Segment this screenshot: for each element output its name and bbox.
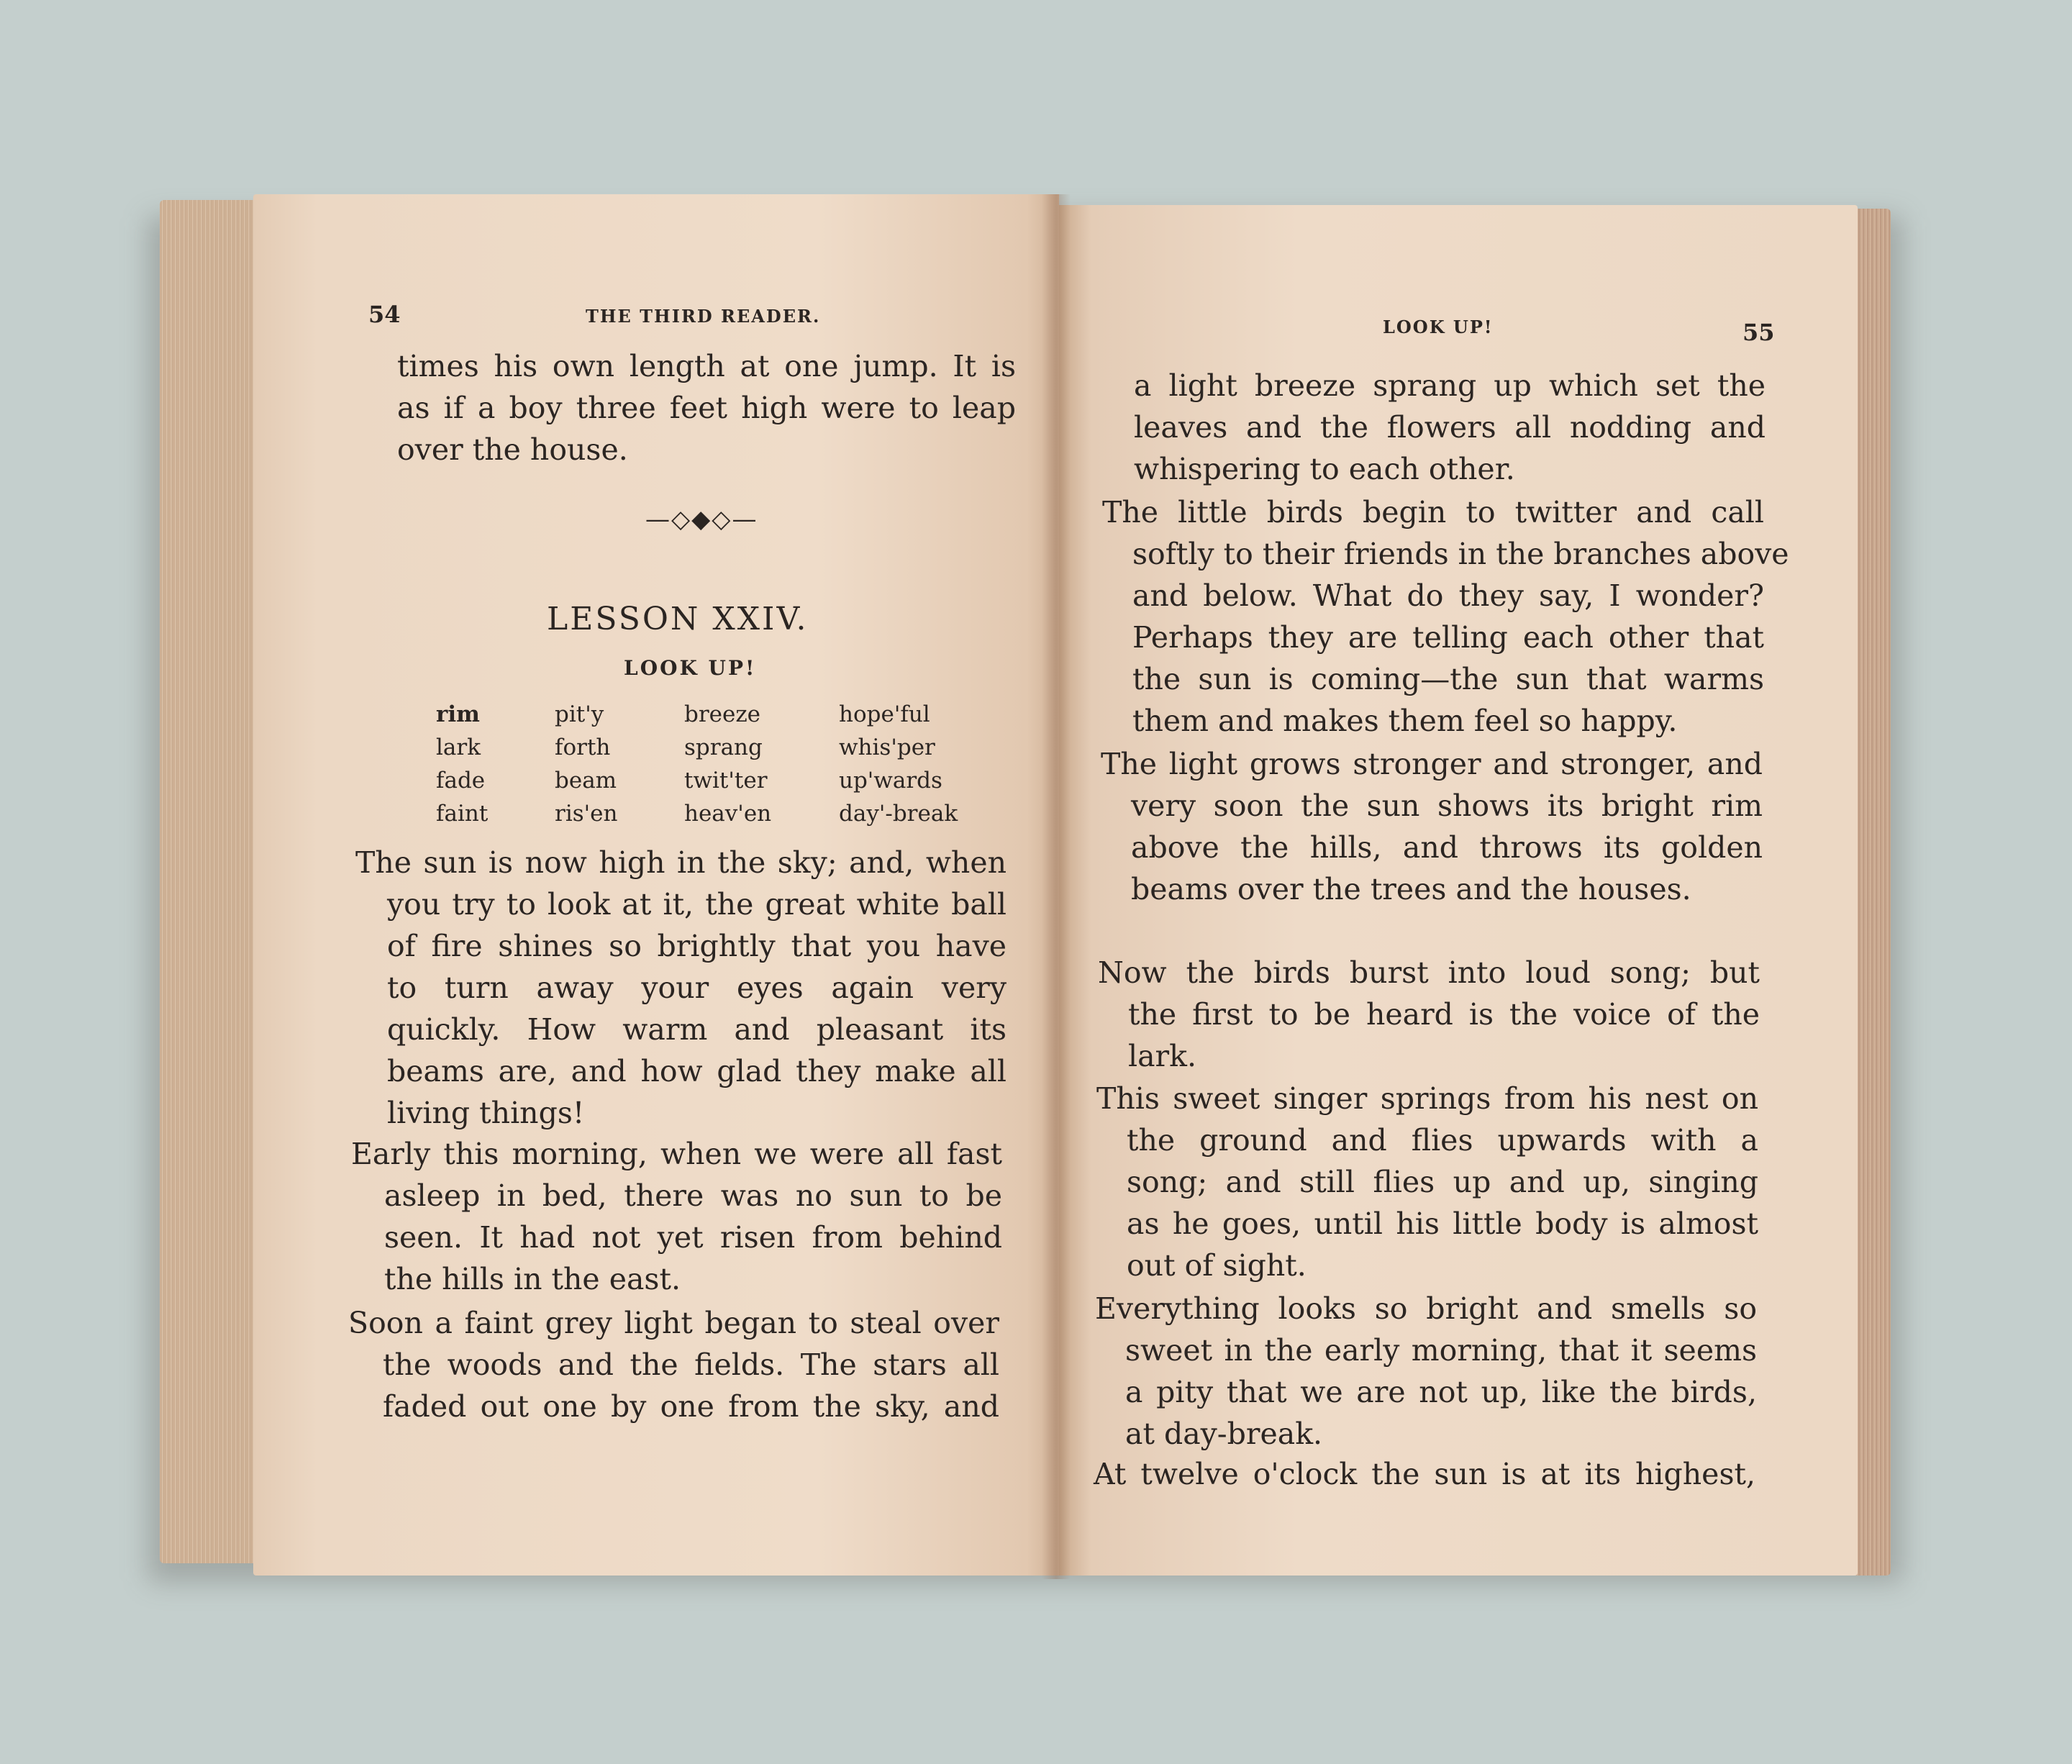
paragraph-grey-light [348, 1302, 999, 1427]
paragraph-everything-bright [1095, 1288, 1757, 1455]
text-line: out of sight. [1127, 1248, 1307, 1283]
vocab-word: breeze [684, 701, 761, 727]
text-line: The little birds begin to twitter and call [1102, 495, 1764, 529]
text-line: whispering to each other. [1134, 452, 1515, 486]
vocab-column-1 [436, 698, 488, 830]
left-running-head: THE THIRD READER. [586, 306, 821, 327]
text-line: song; and still flies up and up, singing [1127, 1165, 1758, 1199]
text-line: a light breeze sprang up which set the [1134, 368, 1766, 403]
text-line: softly to their friends in the branches above [1132, 537, 1789, 571]
vocab-word: day'-break [839, 801, 958, 827]
paragraph-little-birds [1102, 491, 1789, 742]
text-line: very soon the sun shows its bright rim [1131, 788, 1763, 823]
right-page [1059, 205, 1858, 1576]
text-line: beams are, and how glad they make all [387, 1054, 1007, 1088]
right-page-number: 55 [1742, 319, 1775, 346]
paragraph-breeze [1104, 365, 1766, 490]
text-line: living things! [387, 1096, 585, 1130]
paragraph-sweet-singer [1096, 1078, 1758, 1286]
vocab-word: up'wards [839, 768, 942, 794]
paragraph-twelve-oclock [1094, 1453, 1755, 1495]
book-gutter [1042, 194, 1071, 1579]
text-line: seen. It had not yet risen from behind [384, 1220, 1002, 1255]
text-line: over the house. [397, 432, 628, 467]
paragraph-birds-burst [1098, 952, 1760, 1077]
text-line: The light grows stronger and stronger, and [1101, 747, 1763, 781]
vocab-column-2 [555, 698, 617, 830]
text-line: faded out one by one from the sky, and [383, 1389, 999, 1424]
text-line: the hills in the east. [384, 1262, 681, 1296]
text-line: the sun is coming—the sun that warms [1132, 662, 1764, 696]
text-line: Everything looks so bright and smells so [1095, 1291, 1757, 1326]
text-line: a pity that we are not up, like the birds, [1125, 1375, 1757, 1409]
text-line: the woods and the fields. The stars all [383, 1347, 999, 1382]
text-line: This sweet singer springs from his nest on [1096, 1081, 1758, 1116]
text-line: Now the birds burst into loud song; but [1098, 955, 1760, 990]
left-page-number: 54 [368, 301, 401, 328]
text-line: at day-break. [1125, 1417, 1323, 1451]
text-line: The sun is now high in the sky; and, when [355, 845, 1007, 880]
text-line: asleep in bed, there was no sun to be [384, 1178, 1002, 1213]
vocab-word: rim [436, 701, 480, 727]
text-line: quickly. How warm and pleasant its [387, 1012, 1007, 1047]
vocab-column-4 [839, 698, 958, 830]
paragraph-early-morning [351, 1133, 1002, 1300]
text-line: the ground and flies upwards with a [1127, 1123, 1758, 1158]
vocab-word: faint [436, 801, 489, 827]
lesson-title: LESSON XXIV. [547, 601, 809, 637]
text-line: as he goes, until his little body is almost [1127, 1206, 1758, 1241]
text-line: the first to be heard is the voice of the [1128, 997, 1760, 1032]
text-line: times his own length at one jump. It is [397, 349, 1016, 383]
text-line: to turn away your eyes again very [387, 970, 1007, 1005]
left-page-edges [160, 200, 264, 1563]
opening-paragraph [397, 345, 1016, 470]
text-line: Perhaps they are telling each other that [1132, 620, 1764, 655]
text-line: above the hills, and throws its golden [1131, 830, 1763, 865]
vocab-word: twit'ter [684, 768, 768, 794]
text-line: leaves and the flowers all nodding and [1134, 410, 1766, 445]
text-line: lark. [1128, 1039, 1197, 1073]
text-line: as if a boy three feet high were to leap [397, 391, 1016, 425]
left-page [253, 194, 1059, 1576]
text-line: sweet in the early morning, that it seems [1125, 1333, 1757, 1368]
section-ornament: —◇◆◇— [645, 505, 758, 534]
vocab-word: fade [436, 768, 486, 794]
text-line: you try to look at it, the great white ball [387, 887, 1007, 922]
text-line: Early this morning, when we were all fast [351, 1137, 1002, 1171]
text-line: At twelve o'clock the sun is at its highest, [1094, 1457, 1755, 1491]
vocab-word: sprang [684, 735, 763, 760]
text-line: them and makes them feel so happy. [1132, 704, 1678, 738]
lesson-subtitle: LOOK UP! [624, 656, 757, 680]
vocab-word: pit'y [555, 701, 604, 727]
vocab-word: hope'ful [839, 701, 930, 727]
vocab-word: lark [436, 735, 481, 760]
paragraph-sun-high [355, 842, 1007, 1134]
text-line: Soon a faint grey light began to steal over [348, 1306, 999, 1340]
paragraph-light-grows [1101, 743, 1763, 910]
text-line: beams over the trees and the houses. [1131, 872, 1691, 906]
vocab-word: whis'per [839, 735, 935, 760]
right-running-head: LOOK UP! [1383, 317, 1494, 337]
text-line: and below. What do they say, I wonder? [1132, 578, 1764, 613]
vocabulary-table [436, 698, 1026, 835]
vocab-column-3 [684, 698, 771, 830]
vocab-word: forth [555, 735, 611, 760]
vocab-word: heav'en [684, 801, 772, 827]
text-line: of fire shines so brightly that you have [387, 929, 1007, 963]
vocab-word: ris'en [555, 801, 618, 827]
vocab-word: beam [555, 768, 617, 794]
right-page-edges [1856, 209, 1891, 1576]
